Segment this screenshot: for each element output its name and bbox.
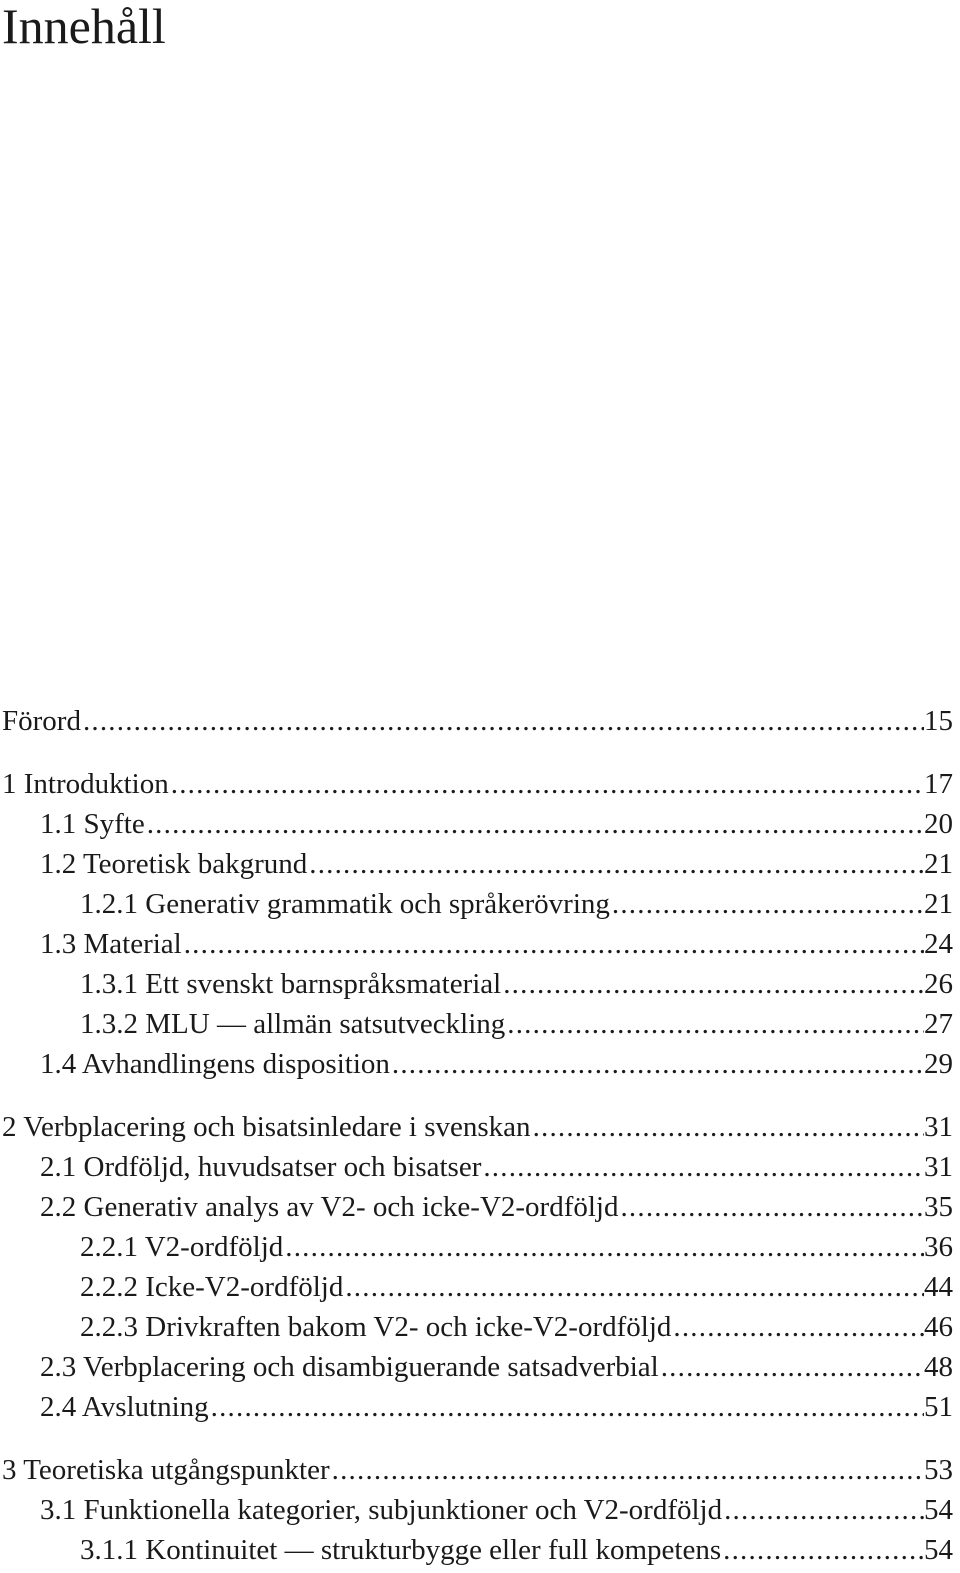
page-title: Innehåll [2, 0, 166, 54]
toc-entry-label: 1.3.1 Ett svenskt barnspråksmaterial [80, 968, 502, 1000]
toc-entry-page: 31 [924, 1151, 953, 1183]
toc-entry-page: 35 [924, 1191, 953, 1223]
toc-entry-page: 15 [924, 705, 953, 737]
toc-entry-page: 46 [924, 1311, 953, 1343]
dot-leader [501, 964, 924, 1004]
toc-entry-label: 1.4 Avhandlingens disposition [40, 1048, 390, 1080]
dot-leader [671, 1307, 924, 1347]
dot-leader [209, 1387, 924, 1427]
toc-entry-page: 24 [924, 928, 953, 960]
toc-entry[interactable] [0, 1187, 953, 1227]
dot-leader [531, 1107, 924, 1147]
toc-entry-label: 1.2.1 Generativ grammatik och språkerövring [80, 888, 610, 920]
toc-entry[interactable] [0, 1147, 953, 1187]
toc-entry[interactable] [0, 764, 953, 804]
toc-entry-page: 20 [924, 808, 953, 840]
toc-entry-page: 27 [924, 1008, 953, 1040]
toc-entry-label: 2.2.3 Drivkraften bakom V2- och icke-V2-ordföljd [80, 1311, 672, 1343]
toc-entry-page: 54 [924, 1494, 953, 1526]
toc-entry-label: 3 Teoretiska utgångspunkter [2, 1454, 330, 1486]
toc-entry[interactable] [0, 1227, 953, 1267]
toc-entry[interactable] [0, 804, 953, 844]
dot-leader [145, 804, 924, 844]
dot-leader [390, 1044, 924, 1084]
toc-entry-label: 3.1 Funktionella kategorier, subjunktioner och V2-ordföljd [40, 1494, 723, 1526]
toc-entry[interactable] [0, 1004, 953, 1044]
toc-entry-label: Förord [2, 705, 81, 737]
toc-entry[interactable] [0, 1530, 953, 1570]
toc-entry[interactable] [0, 1107, 953, 1147]
dot-leader [283, 1227, 924, 1267]
toc-entry[interactable] [0, 1267, 953, 1307]
dot-leader [330, 1450, 924, 1490]
toc-entry-page: 29 [924, 1048, 953, 1080]
toc-entry[interactable] [0, 1347, 953, 1387]
toc-entry[interactable] [0, 964, 953, 1004]
toc-entry[interactable] [0, 1490, 953, 1530]
toc-entry-label: 2 Verbplacering och bisatsinledare i svenskan [2, 1111, 531, 1143]
dot-leader [618, 1187, 924, 1227]
toc-entry[interactable] [0, 924, 953, 964]
toc-entry-page: 36 [924, 1231, 953, 1263]
dot-leader [722, 1490, 924, 1530]
toc-entry-page: 26 [924, 968, 953, 1000]
toc-entry-label: 1.3 Material [40, 928, 182, 960]
dot-leader [659, 1347, 924, 1387]
toc-entry-page: 54 [924, 1534, 953, 1566]
toc-entry-label: 1.2 Teoretisk bakgrund [40, 848, 308, 880]
dot-leader [307, 844, 924, 884]
toc-entry-page: 31 [924, 1111, 953, 1143]
toc-entry-label: 2.3 Verbplacering och disambiguerande satsadverbial [40, 1351, 659, 1383]
toc-entry[interactable] [0, 884, 953, 924]
toc-entry-label: 1.1 Syfte [40, 808, 145, 840]
toc-entry-page: 48 [924, 1351, 953, 1383]
toc-entry-page: 44 [924, 1271, 953, 1303]
toc-entry[interactable] [0, 1387, 953, 1427]
toc-entry-label: 2.1 Ordföljd, huvudsatser och bisatser [40, 1151, 482, 1183]
toc-entry-page: 51 [924, 1391, 953, 1423]
dot-leader [721, 1530, 924, 1570]
dot-leader [81, 701, 924, 741]
toc-entry[interactable] [0, 1450, 953, 1490]
dot-leader [169, 764, 924, 804]
toc-entry-label: 2.2 Generativ analys av V2- och icke-V2-ordföljd [40, 1191, 619, 1223]
toc-entry-label: 3.1.1 Kontinuitet — strukturbygge eller full kompetens [80, 1534, 722, 1566]
toc-entry-page: 21 [924, 848, 953, 880]
toc-entry-page: 21 [924, 888, 953, 920]
toc-entry-label: 1.3.2 MLU — allmän satsutveckling [80, 1008, 506, 1040]
toc-entry-label: 2.2.1 V2-ordföljd [80, 1231, 284, 1263]
dot-leader [481, 1147, 924, 1187]
toc-entry[interactable] [0, 1044, 953, 1084]
toc-entry[interactable] [0, 701, 953, 741]
toc-entry-label: 2.4 Avslutning [40, 1391, 209, 1423]
dot-leader [343, 1267, 924, 1307]
toc-entry[interactable] [0, 844, 953, 884]
toc-entry-page: 17 [924, 768, 953, 800]
dot-leader [610, 884, 924, 924]
toc-entry-page: 53 [924, 1454, 953, 1486]
dot-leader [182, 924, 924, 964]
dot-leader [505, 1004, 924, 1044]
toc-entry-label: 2.2.2 Icke-V2-ordföljd [80, 1271, 344, 1303]
toc-entry[interactable] [0, 1307, 953, 1347]
toc-entry-label: 1 Introduktion [2, 768, 169, 800]
